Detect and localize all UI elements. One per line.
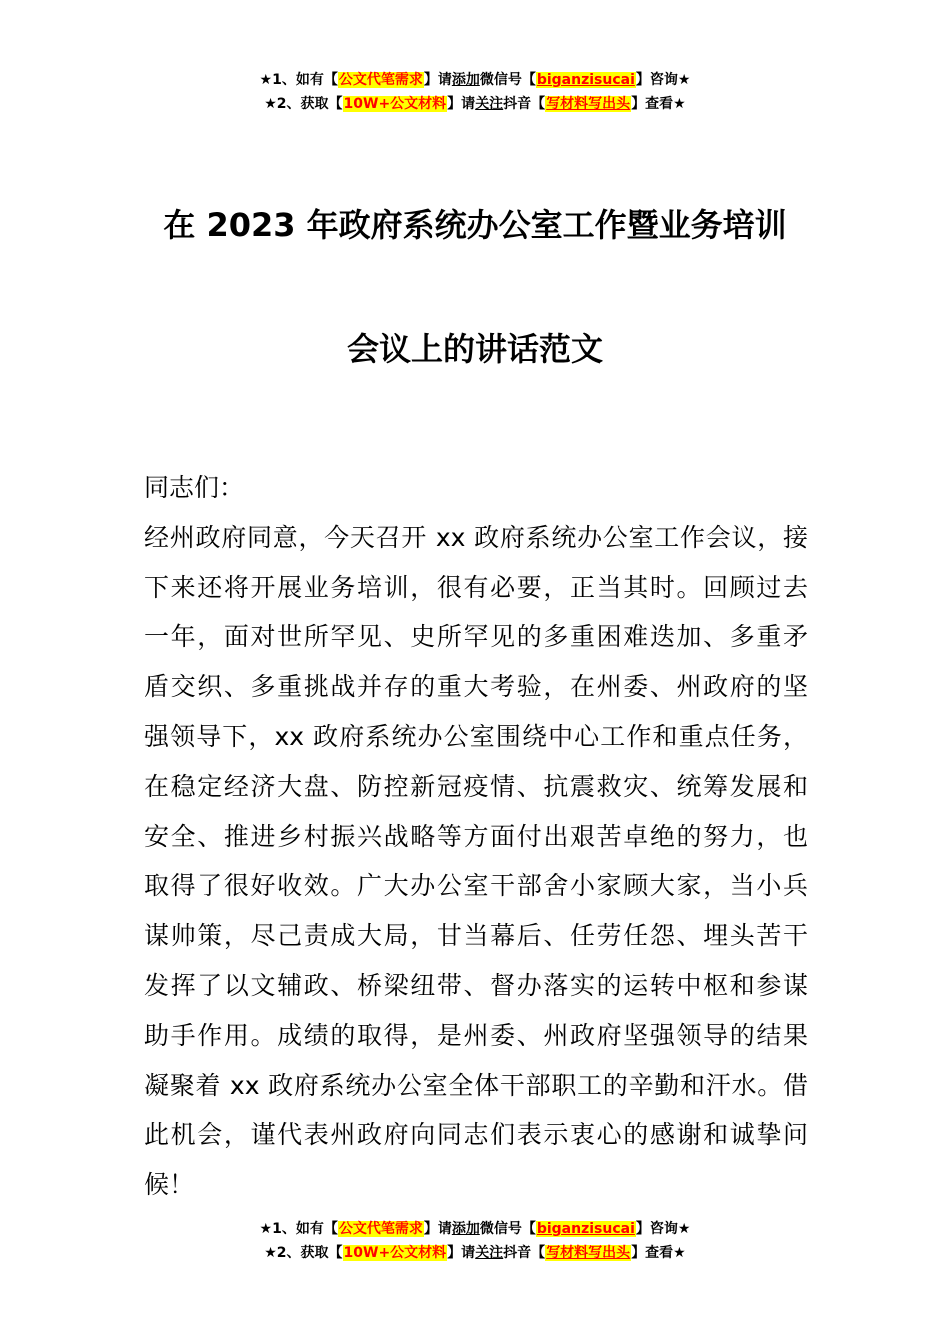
- promo-line-2-middle: 】请: [447, 96, 476, 112]
- promo-add-emphasis: 添加: [451, 72, 480, 88]
- greeting: 同志们：: [144, 473, 245, 502]
- promo-highlight-materials: 10W+公文材料: [343, 1245, 447, 1261]
- footer-promo-banner: [0, 1217, 950, 1265]
- promo-line-1-suffix: 】咨询★: [635, 72, 691, 88]
- promo-highlight-ghostwriting: 公文代笔需求: [338, 1221, 423, 1237]
- promo-line-2-prefix: ★2、获取【: [264, 96, 343, 112]
- promo-line-2-middle-2: 抖音【: [503, 1245, 546, 1261]
- promo-douyin-account[interactable]: 写材料写出头: [546, 96, 631, 112]
- header-promo-banner: [0, 68, 950, 116]
- promo-line-2-middle: 】请: [447, 1245, 476, 1261]
- promo-line-2: [0, 92, 950, 116]
- promo-line-2-middle-2: 抖音【: [503, 96, 546, 112]
- promo-follow-emphasis: 关注: [475, 1245, 504, 1261]
- promo-line-1-suffix: 】咨询★: [635, 1221, 691, 1237]
- promo-line-1-middle: 】请: [423, 72, 452, 88]
- promo-line-2-suffix: 】查看★: [631, 1245, 686, 1261]
- body-line: 发挥了以文辅政、桥梁纽带、督办落实的运转中枢和参谋: [144, 970, 808, 1000]
- promo-add-emphasis: 添加: [451, 1221, 480, 1237]
- promo-wechat-id[interactable]: biganzisucai: [536, 72, 635, 88]
- body-line: 候！: [144, 1170, 195, 1200]
- promo-line-1: [0, 1217, 950, 1241]
- body-line: 在稳定经济大盘、防控新冠疫情、抗震救灾、统筹发展和: [144, 771, 808, 801]
- document-title-line-2: 会议上的讲话范文: [346, 330, 603, 368]
- promo-line-1-middle: 】请: [423, 1221, 452, 1237]
- promo-highlight-materials: 10W+公文材料: [343, 96, 447, 112]
- promo-line-2-suffix: 】查看★: [631, 96, 686, 112]
- document-title-line-1: 在 2023 年政府系统办公室工作暨业务培训: [163, 206, 787, 244]
- body-line: 一年，面对世所罕见、史所罕见的多重困难迭加、多重矛: [144, 622, 808, 652]
- body-line: 安全、推进乡村振兴战略等方面付出艰苦卓绝的努力，也: [144, 821, 808, 851]
- promo-line-1-prefix: ★1、如有【: [259, 72, 338, 88]
- body-line: 助手作用。成绩的取得，是州委、州政府坚强领导的结果: [144, 1020, 808, 1050]
- body-line: 强领导下，xx 政府系统办公室围绕中心工作和重点任务，: [144, 721, 808, 751]
- promo-follow-emphasis: 关注: [475, 96, 504, 112]
- body-line: 此机会，谨代表州政府向同志们表示衷心的感谢和诚挚问: [144, 1120, 808, 1150]
- promo-wechat-id[interactable]: biganzisucai: [536, 1221, 635, 1237]
- promo-line-2-prefix: ★2、获取【: [264, 1245, 343, 1261]
- promo-line-1-middle-2: 微信号【: [479, 1221, 536, 1237]
- body-line: 经州政府同意，今天召开 xx 政府系统办公室工作会议，接: [144, 522, 808, 552]
- speech-body: [144, 463, 808, 1210]
- promo-douyin-account[interactable]: 写材料写出头: [546, 1245, 631, 1261]
- promo-line-1-prefix: ★1、如有【: [259, 1221, 338, 1237]
- body-line: 谋帅策，尽己责成大局，甘当幕后、任劳任怨、埋头苦干: [144, 921, 808, 951]
- promo-line-1-middle-2: 微信号【: [479, 72, 536, 88]
- body-line: 盾交织、多重挑战并存的重大考验，在州委、州政府的坚: [144, 672, 808, 702]
- promo-line-2: [0, 1241, 950, 1265]
- body-line: 凝聚着 xx 政府系统办公室全体干部职工的辛勤和汗水。借: [144, 1070, 808, 1100]
- body-line: 取得了很好收效。广大办公室干部舍小家顾大家，当小兵: [144, 871, 808, 901]
- promo-line-1: [0, 68, 950, 92]
- body-line: 下来还将开展业务培训，很有必要，正当其时。回顾过去: [144, 572, 808, 602]
- promo-highlight-ghostwriting: 公文代笔需求: [338, 72, 423, 88]
